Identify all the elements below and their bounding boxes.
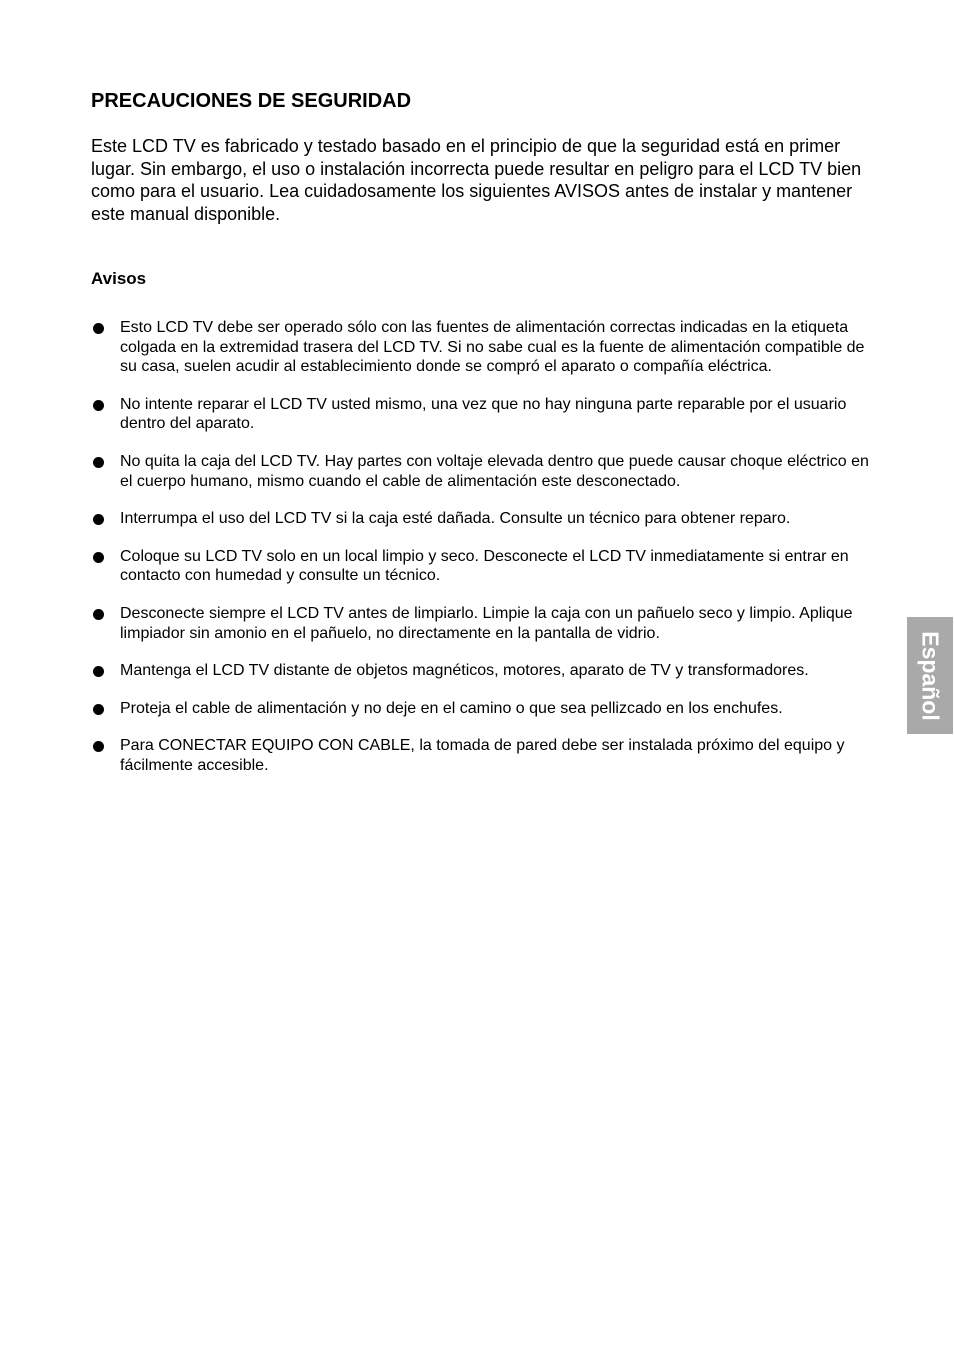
warning-item <box>91 547 881 586</box>
warning-item <box>91 736 881 775</box>
language-tab <box>907 617 953 734</box>
warning-item <box>91 699 881 719</box>
language-tab-label: Español <box>917 630 944 721</box>
intro-paragraph: Este LCD TV es fabricado y testado basado en el principio de que la seguridad está en primer lugar. Sin embargo, el uso o instalación incorrecta puede resultar en peligro para el LCD TV bien como para el usuario. Lea cuidadosamente los siguientes AVISOS antes de instalar y mantener este manual disponible. <box>91 136 862 224</box>
warning-text: No intente reparar el LCD TV usted mismo, una vez que no hay ninguna parte reparable por el usuario dentro del aparato. <box>120 395 847 433</box>
bullet-icon <box>93 704 104 715</box>
bullet-icon <box>93 552 104 563</box>
bullet-icon <box>93 741 104 752</box>
bullet-icon <box>93 457 104 468</box>
warning-item <box>91 509 881 529</box>
warning-item <box>91 661 881 681</box>
bullet-icon <box>93 323 104 334</box>
warning-text: Proteja el cable de alimentación y no deje en el camino o que sea pellizcado en los enchufes. <box>120 699 783 717</box>
warning-item <box>91 604 881 643</box>
warning-text: Interrumpa el uso del LCD TV si la caja esté dañada. Consulte un técnico para obtener reparo. <box>120 510 791 528</box>
page-title: PRECAUCIONES DE SEGURIDAD <box>91 90 412 112</box>
bullet-icon <box>93 514 104 525</box>
warning-text: Desconecte siempre el LCD TV antes de limpiarlo. Limpie la caja con un pañuelo seco y limpio. Aplique limpiador sin amonio en el pañuelo, no directamente en la pantalla de vidrio. <box>120 604 853 642</box>
warning-list <box>91 318 881 794</box>
warning-text: Esto LCD TV debe ser operado sólo con las fuentes de alimentación correctas indicadas en la etiqueta colgada en la extremidad trasera del LCD TV. Si no sabe cual es la fuente de alimentación compatible de su casa, suelen acudir al establecimiento donde se compró el aparato o compañía eléctrica. <box>120 319 865 376</box>
warning-item <box>91 452 881 491</box>
warning-text: Coloque su LCD TV solo en un local limpio y seco. Desconecte el LCD TV inmediatamente si entrar en contacto con humedad y consulte un técnico. <box>120 547 849 585</box>
section-heading-avisos: Avisos <box>91 269 147 288</box>
bullet-icon <box>93 666 104 677</box>
warning-text: Mantenga el LCD TV distante de objetos magnéticos, motores, aparato de TV y transformadores. <box>120 662 809 680</box>
warning-text: Para CONECTAR EQUIPO CON CABLE, la tomada de pared debe ser instalada próximo del equipo y fácilmente accesible. <box>120 737 845 774</box>
bullet-icon <box>93 609 104 620</box>
bullet-icon <box>93 400 104 411</box>
warning-text: No quita la caja del LCD TV. Hay partes con voltaje elevada dentro que puede causar choque eléctrico en el cuerpo humano, mismo cuando el cable de alimentación este desconectado. <box>120 452 869 490</box>
warning-item <box>91 318 881 377</box>
warning-item <box>91 395 881 434</box>
